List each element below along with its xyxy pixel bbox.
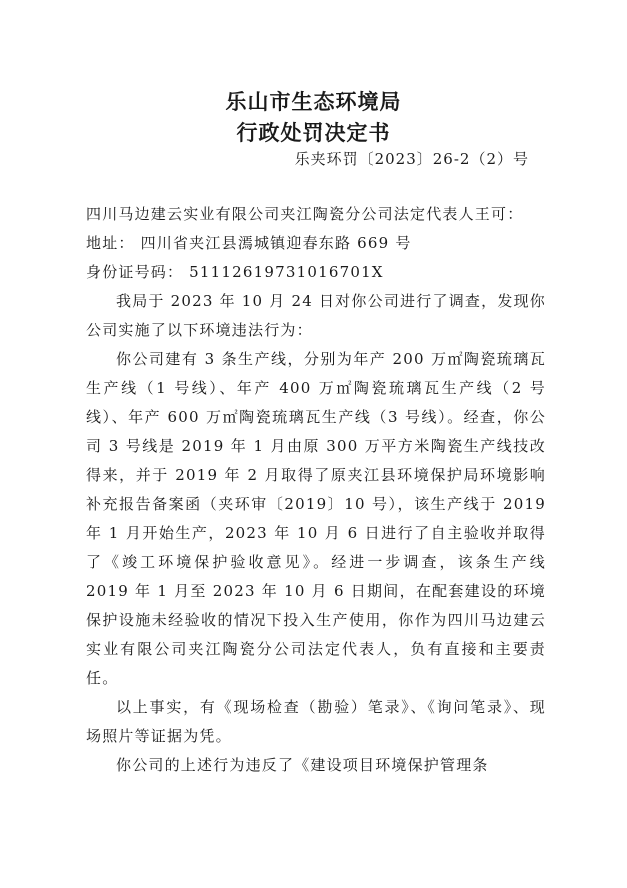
- document-title: 行政处罚决定书: [236, 121, 391, 145]
- recipient-id-number: 身份证号码： 51112619731016701X: [86, 263, 384, 281]
- document-body: [86, 200, 546, 780]
- recipient-address: 地址： 四川省夹江县漹城镇迎春东路 669 号: [86, 234, 412, 252]
- document-number: 乐夹环罚〔2023〕26-2（2）号: [294, 150, 529, 168]
- recipient-line: 四川马边建云实业有限公司夹江陶瓷分公司法定代表人王可：: [86, 205, 524, 223]
- paragraph-violation-facts: 你公司建有 3 条生产线，分别为年产 200 万㎡陶瓷琉璃瓦生产线（1 号线）、年产 400 万㎡陶瓷琉璃瓦生产线（2 号线）、年产 600 万㎡陶瓷琉璃瓦生产线（3 号线）。经查，你公司 3 号线是 2019 年 1 月由原 300 万平方米陶瓷生产线技改得来，并于 2019 年 2 月取得了原夹江县环境保护局环境影响补充报告备案函（夹环审〔2019〕10 号），该生产线于 2019 年 1 月开始生产，2023 年 10 月 6 日进行了自主验收并取得了《竣工环境保护验收意见》。经进一步调查，该条生产线 2019 年 1 月至 2023 年 10 月 6 日期间，在配套建设的环境保护设施未经验收的情况下投入生产使用，你作为四川马边建云实业有限公司夹江陶瓷分公司法定代表人，负有直接和主要责任。: [86, 350, 546, 687]
- paragraph-evidence: 以上事实，有《现场检查（勘验）笔录》、《询问笔录》、现场照片等证据为凭。: [86, 698, 546, 745]
- paragraph-investigation: 我局于 2023 年 10 月 24 日对你公司进行了调查，发现你公司实施了以下环境违法行为：: [86, 292, 546, 339]
- agency-title: 乐山市生态环境局: [225, 90, 402, 114]
- paragraph-legal-basis: 你公司的上述行为违反了《建设项目环境保护管理条: [116, 756, 489, 774]
